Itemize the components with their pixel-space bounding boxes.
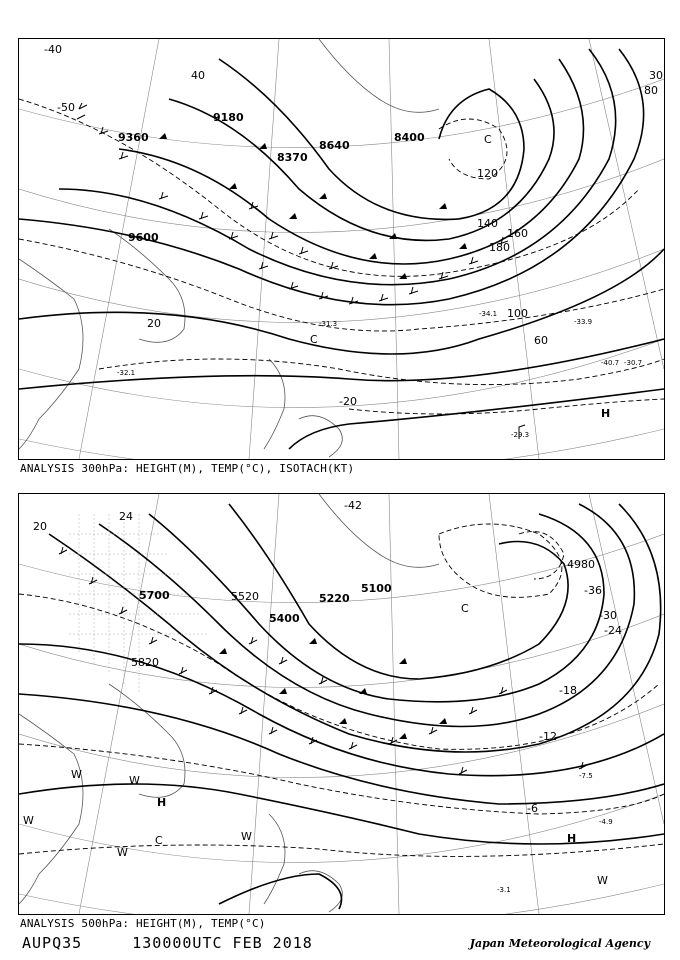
isotach-label-60: 60 xyxy=(534,334,548,347)
warm-center-symbol-3: W xyxy=(241,830,252,843)
height-label-5520: 5520 xyxy=(231,590,259,603)
isotach-label-180: 180 xyxy=(489,241,510,254)
height-label-8640: 8640 xyxy=(319,139,350,152)
temp-label-minus4-9: -4.9 xyxy=(599,818,613,826)
temp-label-minus36: -36 xyxy=(584,584,602,597)
temp-label-minus7-5: -7.5 xyxy=(579,772,593,780)
cold-center-symbol: C xyxy=(310,333,318,346)
height-label-5700: 5700 xyxy=(139,589,170,602)
isotach-label-140: 140 xyxy=(477,217,498,230)
temp-label-d: -32.1 xyxy=(117,369,136,377)
isotach-label-160: 160 xyxy=(507,227,528,240)
warm-center-symbol-6: W xyxy=(23,814,34,827)
temp-label-c: -29.3 xyxy=(511,431,530,439)
agency-name: Japan Meteorological Agency xyxy=(469,937,650,950)
cold-center-symbol-south: C xyxy=(155,834,163,847)
warm-center-symbol-5: W xyxy=(597,874,608,887)
height-label-5100: 5100 xyxy=(361,582,392,595)
height-label-5400: 5400 xyxy=(269,612,300,625)
cold-center-symbol-north: C xyxy=(461,602,469,615)
height-label-9600: 9600 xyxy=(128,231,159,244)
isotach-label-40: 40 xyxy=(191,69,205,82)
high-pressure-symbol-east: H xyxy=(567,832,577,845)
temp-label-f: -34.1 xyxy=(479,310,498,318)
temp-label-minus12: -12 xyxy=(539,730,557,743)
coastline-300 xyxy=(19,39,439,457)
temp-label-g: -33.9 xyxy=(574,318,593,326)
map-300hpa xyxy=(18,38,665,460)
temp-label-20: 20 xyxy=(33,520,47,533)
temp-label-minus50: -50 xyxy=(57,101,75,114)
temp-label-b: -30.7 xyxy=(624,359,643,367)
chart-datetime: 130000UTC FEB 2018 xyxy=(132,934,313,952)
temp-label-a: -40.7 xyxy=(601,359,620,367)
cold-center-symbol-2: C xyxy=(484,133,492,146)
height-label-5820: 5820 xyxy=(131,656,159,669)
temp-label-24: 24 xyxy=(119,510,133,523)
map-300hpa-canvas xyxy=(19,39,664,459)
height-label-8370: 8370 xyxy=(277,151,308,164)
isotach-label-100: 100 xyxy=(507,307,528,320)
temp-label-minus42: -42 xyxy=(344,499,362,512)
temp-label-minus20: -20 xyxy=(339,395,357,408)
map-500hpa xyxy=(18,493,665,915)
wind-flags-500 xyxy=(219,638,447,739)
temp-label-minus3-1: -3.1 xyxy=(497,886,511,894)
warm-center-symbol-1: W xyxy=(71,768,82,781)
height-label-9180: 9180 xyxy=(213,111,244,124)
temp-label-minus40: -40 xyxy=(44,43,62,56)
height-label-9360: 9360 xyxy=(118,131,149,144)
isotach-label-20: 20 xyxy=(147,317,161,330)
height-label-8400: 8400 xyxy=(394,131,425,144)
warm-center-symbol-4: W xyxy=(117,846,128,859)
temp-label-minus6: -6 xyxy=(527,802,538,815)
height-label-5220: 5220 xyxy=(319,592,350,605)
temp-label-minus24: -24 xyxy=(604,624,622,637)
chart-code: AUPQ35 xyxy=(22,934,83,952)
isotach-label-80: 80 xyxy=(644,84,658,97)
height-label-4980: 4980 xyxy=(567,558,595,571)
temp-label-minus18: -18 xyxy=(559,684,577,697)
height-contours-300 xyxy=(19,49,664,449)
caption-300hpa: ANALYSIS 300hPa: HEIGHT(M), TEMP(°C), ISOTACH(KT) xyxy=(20,462,355,475)
warm-center-symbol-2: W xyxy=(129,774,140,787)
temp-label-minus30: -30 xyxy=(599,609,617,622)
chart-identifier xyxy=(22,934,313,952)
high-pressure-symbol: H xyxy=(601,407,611,420)
high-pressure-symbol-west: H xyxy=(157,796,167,809)
temp-label-e: -31.3 xyxy=(319,320,338,328)
map-500hpa-canvas xyxy=(19,494,664,914)
caption-500hpa: ANALYSIS 500hPa: HEIGHT(M), TEMP(°C) xyxy=(20,917,266,930)
isotach-label-30: 30 xyxy=(649,69,663,82)
isotach-label-120: 120 xyxy=(477,167,498,180)
